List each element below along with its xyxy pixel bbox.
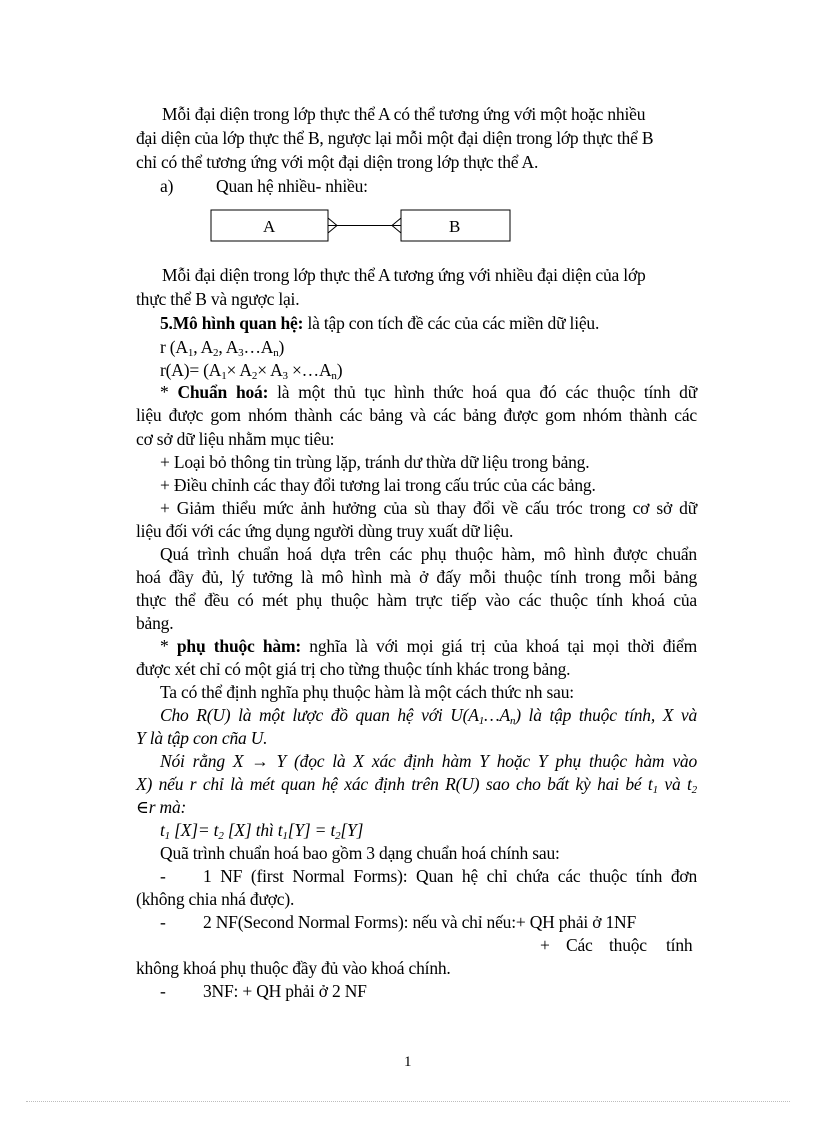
nf2-word-tinh: tính bbox=[666, 935, 693, 955]
para1-line2: đại diện của lớp thực thể B, ngược lại mỗi một đại diện trong lớp thực thể B bbox=[136, 128, 654, 148]
fd-line2: được xét chỉ có một giá trị cho từng thuộc tính khác trong bảng. bbox=[136, 659, 571, 679]
model-text: là tập con tích đề các của các miền dữ liệu. bbox=[303, 313, 600, 333]
nf1-line1: 1 NF (first Normal Forms): Quan hệ chỉ chứa các thuộc tính đơn bbox=[203, 866, 697, 886]
fd-line3: Ta có thể định nghĩa phụ thuộc hàm là một cách thức nh sau: bbox=[160, 682, 574, 702]
nf2-word-cac: Các bbox=[566, 935, 593, 955]
goal-3-line1: + Giảm thiểu mức ảnh hưởng của sù thay đổi về cấu tróc trong cơ sở dữ bbox=[160, 498, 697, 518]
formula-r: r ($A_1$, $A_2$, $A_3\dots A_n$) bbox=[160, 337, 285, 359]
normalization-line2: liệu được gom nhóm thành các bảng và các bảng được gom nhóm thành các bbox=[136, 405, 697, 425]
para1-line3: chỉ có thể tương ứng với một đại diện trong lớp thực thể A. bbox=[136, 152, 539, 172]
forms-intro: Quã trình chuẩn hoá bao gồm 3 dạng chuẩn hoá chính sau: bbox=[160, 843, 560, 863]
process-line2: hoá đầy đủ, lý tưởng là mô hình mà ở đấy mỗi thuộc tính trong mỗi bảng bbox=[136, 567, 697, 587]
goal-3-line2: liệu đối với các ứng dụng người dùng truy xuất dữ liệu. bbox=[136, 521, 514, 541]
nf2-line3: không khoá phụ thuộc đầy đủ vào khoá chính. bbox=[136, 958, 451, 978]
page-number: 1 bbox=[404, 1054, 412, 1070]
para1-line1: Mỗi đại diện trong lớp thực thể A có thể tương ứng với một hoặc nhiều bbox=[162, 104, 646, 124]
fd-equation: $t_1$ $[X]= t_2$ [X] thì $t_1[Y] = t_2[Y]$ bbox=[160, 820, 364, 842]
fd-def2-line1: Nói rằng X → Y (đọc là X xác định hàm Y hoặc Y phụ thuộc hàm vào bbox=[160, 751, 697, 771]
nf3-dash: - bbox=[160, 981, 166, 1001]
model-line bbox=[160, 312, 599, 334]
nf3-line: 3NF: + QH phải ở 2 NF bbox=[203, 981, 367, 1001]
formula-product: $r(A)= (A_1\times A_2\times A_3$ $\times\dots A_n$) bbox=[160, 360, 343, 382]
nf2-dash: - bbox=[160, 912, 166, 932]
goal-1: + Loại bỏ thông tin trùng lặp, tránh dư thừa dữ liệu trong bảng. bbox=[160, 452, 590, 472]
nf2-line1: 2 NF(Second Normal Forms): nếu và chỉ nếu:+ QH phải ở 1NF bbox=[203, 912, 637, 932]
fd-term: phụ thuộc hàm: bbox=[176, 636, 301, 656]
fd-line1: * phụ thuộc hàm: nghĩa là với mọi giá trị của khoá tại mọi thời điểm bbox=[160, 636, 697, 656]
process-line3: thực thể đều có mét phụ thuộc hàm trực tiếp vào các thuộc tính khoá của bbox=[136, 590, 697, 610]
page-bottom-divider bbox=[26, 1101, 790, 1102]
normalization-line1: * Chuẩn hoá: là một thủ tục hình thức hoá qua đó các thuộc tính dữ bbox=[160, 382, 697, 402]
er-diagram bbox=[0, 0, 816, 260]
normalization-line3: cơ sở dữ liệu nhằm mục tiêu: bbox=[136, 429, 335, 449]
nf2-plus: + bbox=[540, 935, 550, 955]
process-line4: bảng. bbox=[136, 613, 174, 633]
process-line1: Quá trình chuẩn hoá dựa trên các phụ thuộc hàm, mô hình được chuẩn bbox=[160, 544, 697, 564]
fd-def2-line3: ∈r mà: bbox=[136, 797, 187, 817]
goal-2: + Điều chỉnh các thay đổi tương lai trong cấu trúc của các bảng. bbox=[160, 475, 596, 495]
model-heading: 5.Mô hình quan hệ: bbox=[160, 313, 304, 333]
entity-a-label: A bbox=[263, 217, 276, 236]
fd-def2-line2: X) nếu r chỉ là mét quan hệ xác định trên R(U) sao cho bất kỳ hai bé $t_1$ và $t_2$ bbox=[136, 774, 697, 796]
item-a-marker: a) bbox=[160, 176, 174, 196]
normalization-term: Chuẩn hoá: bbox=[177, 382, 269, 402]
nf1-line2: (không chia nhá được). bbox=[136, 889, 295, 909]
nf1-dash: - bbox=[160, 866, 166, 886]
item-a-label: Quan hệ nhiều- nhiều: bbox=[216, 176, 368, 196]
nf2-word-thuoc: thuộc bbox=[609, 935, 647, 955]
para2-line1: Mỗi đại diện trong lớp thực thể A tương ứng với nhiều đại diện của lớp bbox=[162, 265, 646, 285]
entity-b-label: B bbox=[449, 217, 461, 236]
para2-line2: thực thể B và ngược lại. bbox=[136, 289, 300, 309]
fd-def1-line1: Cho R(U) là một lược đồ quan hệ với $U(A_1\dots A_n)$ là tập thuộc tính, X và bbox=[160, 705, 697, 727]
fd-def1-line2: Y là tập con cña U. bbox=[136, 728, 268, 748]
